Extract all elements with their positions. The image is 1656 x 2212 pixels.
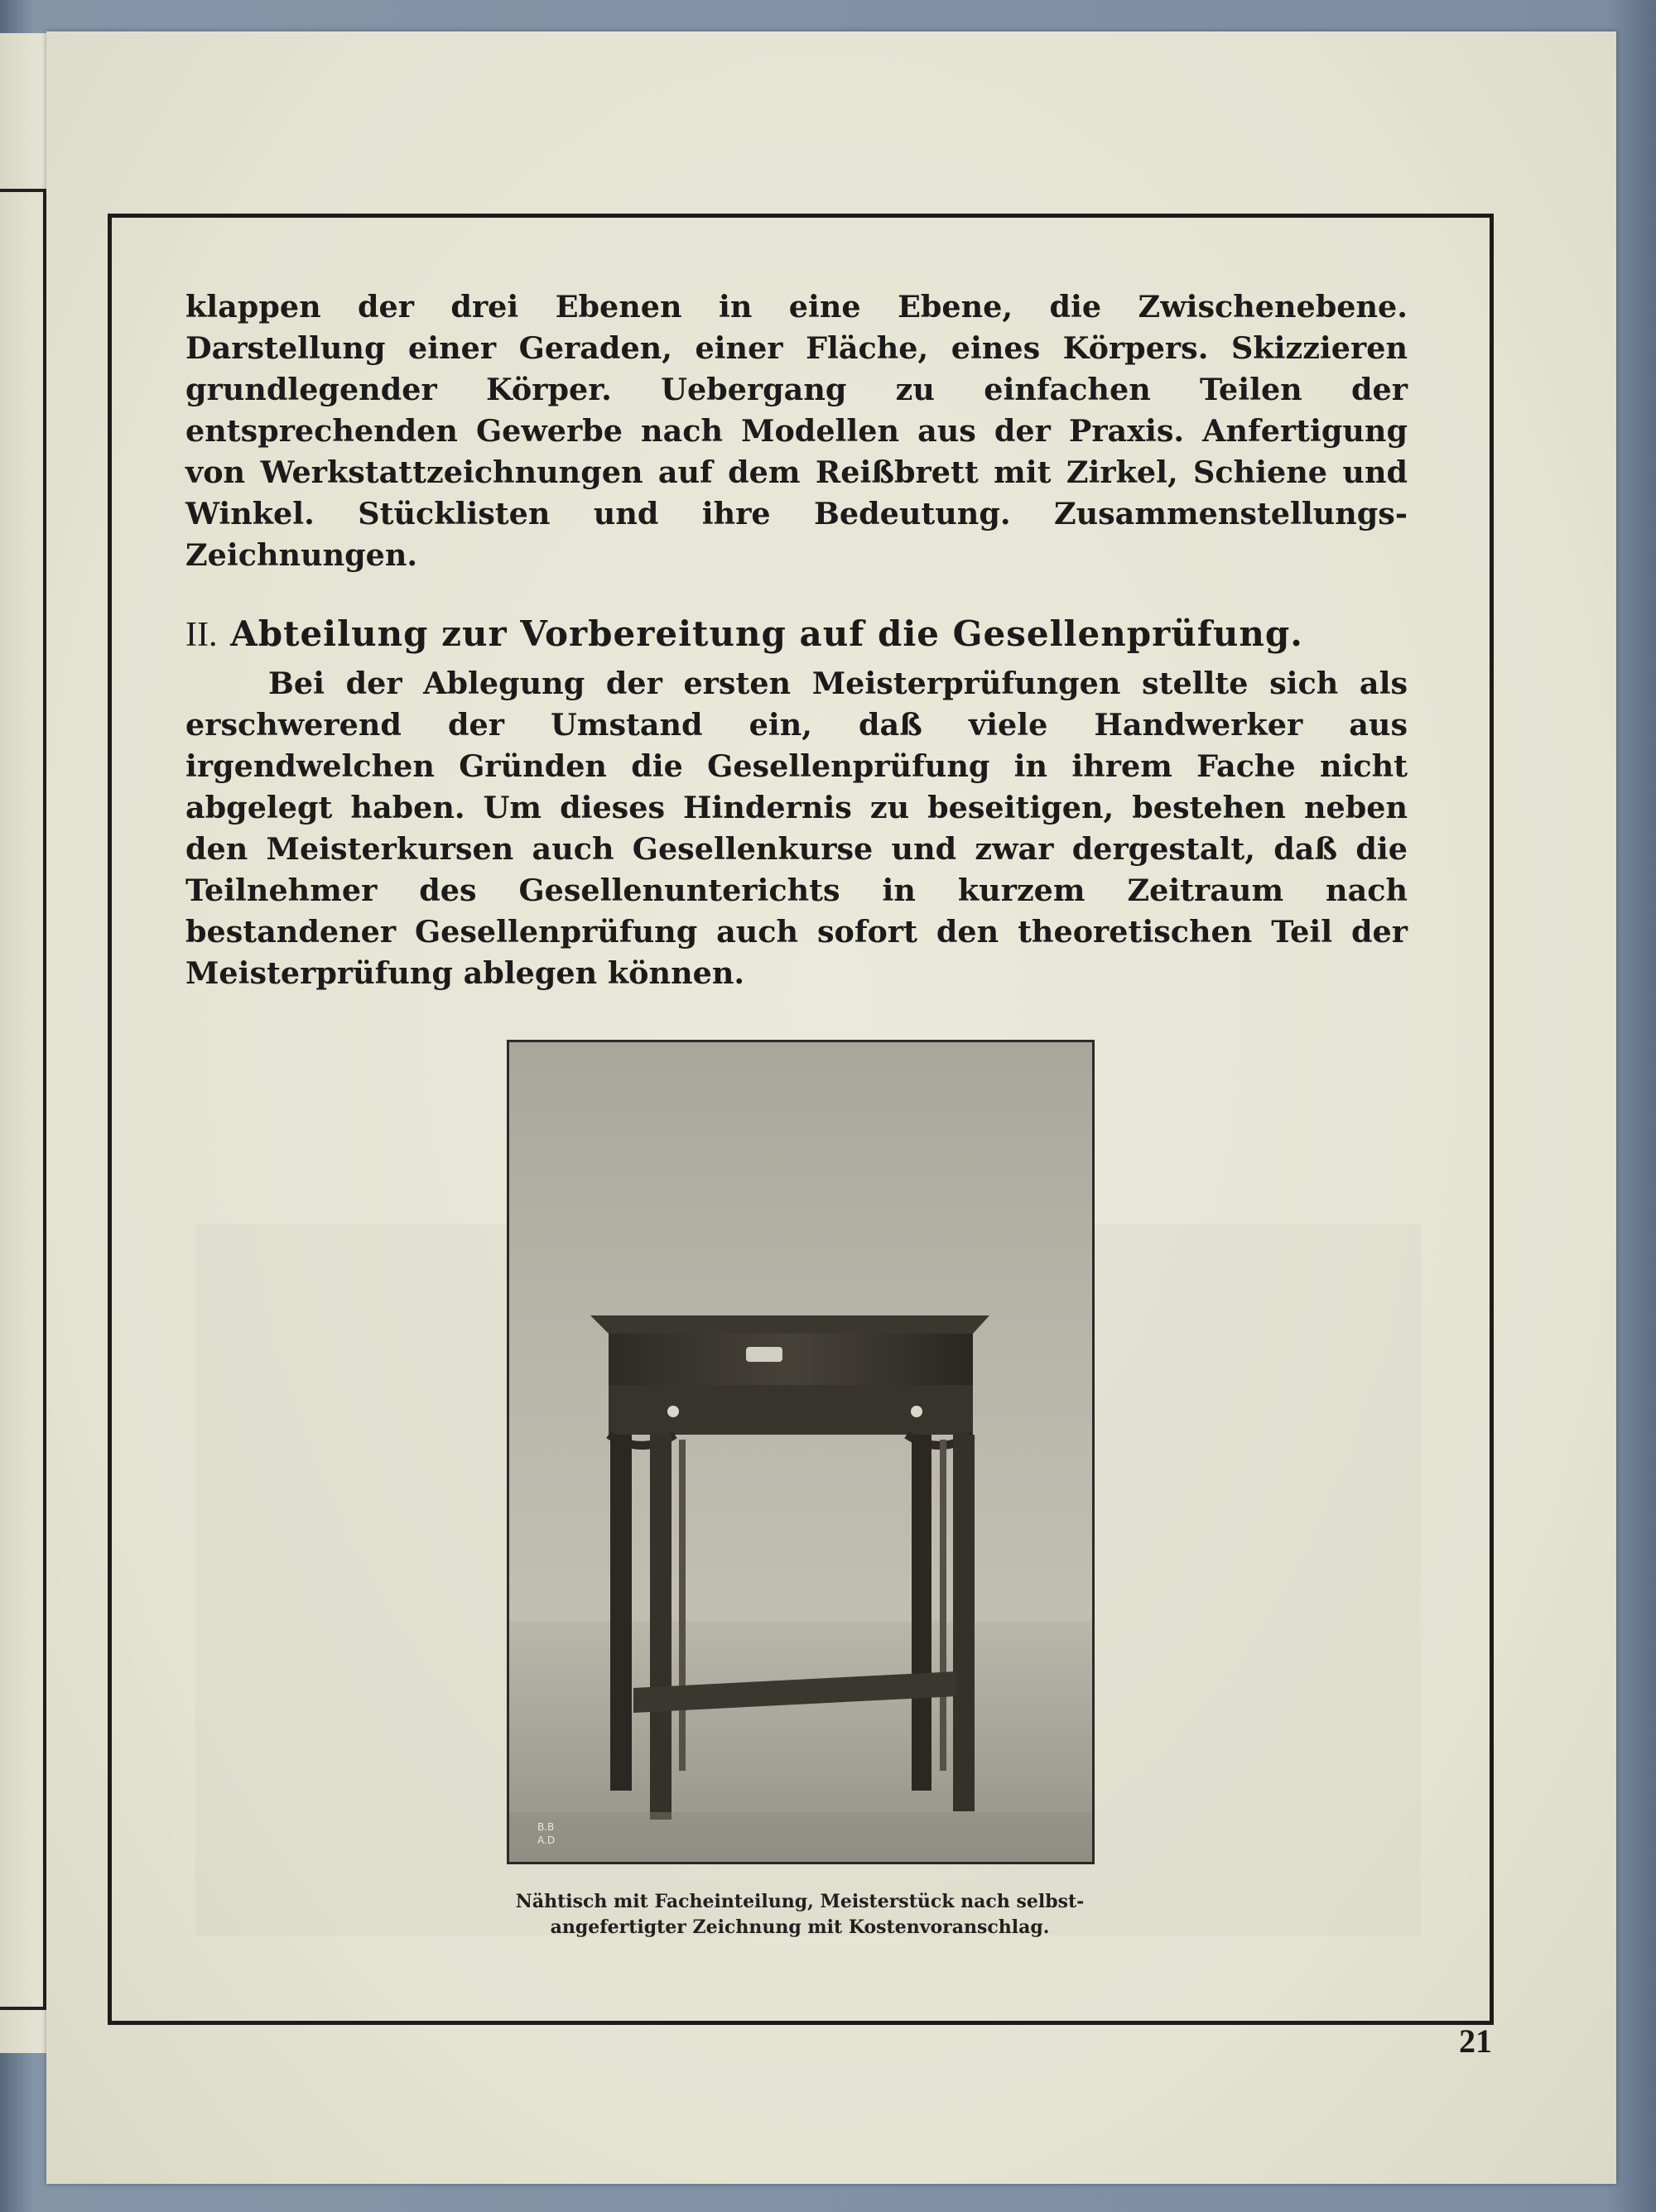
section-paragraph: Bei der Ablegung der ersten Meisterprüfungen stellte sich als erschwerend der Umstand ein, daß viele Handwerker aus irgendwelchen Gründen die Gesellenprüfung in ihrem Fache nicht abgelegt haben. Um dieses Hindernis zu beseitigen, bestehen neben den Meisterkursen auch Gesellenkurse und zwar dergestalt, daß die Teilnehmer des Gesellenunterichts in kurzem Zeitraum nach bestandener Gesellenprüfung auch sofort den theoretischen Teil der Meisterprüfung ablegen können. bbox=[185, 666, 1408, 991]
knob-right bbox=[911, 1406, 922, 1417]
caption-line-2: angefertigter Zeichnung mit Kostenvoranschlag. bbox=[550, 1916, 1050, 1938]
knob-left bbox=[667, 1406, 679, 1417]
leg-front-right bbox=[953, 1435, 975, 1811]
svg-text:A.D: A.D bbox=[537, 1835, 556, 1846]
book-page bbox=[46, 31, 1616, 2184]
caption-line-1: Nähtisch mit Facheinteilung, Meisterstück nach selbst- bbox=[515, 1891, 1085, 1912]
figure-caption bbox=[493, 1889, 1106, 1940]
intro-paragraph: klappen der drei Ebenen in eine Ebene, die Zwischenebene. Darstellung einer Geraden, einer Fläche, eines Körpers. Skizzieren grundlegender Körper. Uebergang zu einfachen Teilen der entsprechenden Gewerbe nach Modellen aus der Praxis. Anfertigung von Werkstattzeichnungen auf dem Reißbrett mit Zirkel, Schiene und Winkel. Stücklisten und ihre Bedeutung. Zusammenstellungs-Zeichnungen. bbox=[185, 289, 1408, 573]
table-top bbox=[590, 1315, 989, 1334]
leg-back-left bbox=[650, 1435, 672, 1820]
svg-text:B.B: B.B bbox=[537, 1821, 555, 1833]
table-drawer bbox=[609, 1334, 973, 1385]
table-illustration bbox=[509, 1042, 1092, 1862]
text-block bbox=[185, 286, 1408, 994]
drawer-handle bbox=[746, 1347, 782, 1362]
section-number: II. bbox=[185, 616, 218, 654]
previous-page-frame bbox=[0, 189, 46, 2010]
section-heading bbox=[185, 611, 1408, 658]
leg-back-right bbox=[912, 1435, 932, 1791]
page-number: 21 bbox=[1459, 2022, 1492, 2060]
sewing-table-photo bbox=[507, 1040, 1095, 1864]
section-title: Abteilung zur Vorbereitung auf die Gesellenprüfung. bbox=[230, 613, 1303, 654]
leg-front-left bbox=[610, 1435, 632, 1791]
